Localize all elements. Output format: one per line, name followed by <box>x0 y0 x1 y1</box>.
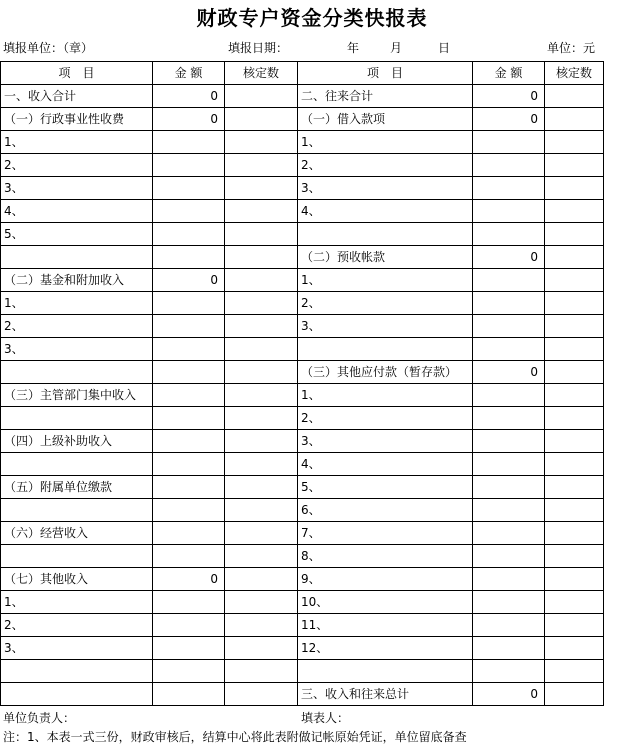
cell-amount-right[interactable]: 0 <box>473 246 545 269</box>
cell-amount-left[interactable] <box>153 154 225 177</box>
table-row <box>1 85 604 108</box>
table-row <box>1 384 604 407</box>
cell-checked-left[interactable] <box>225 453 298 476</box>
cell-item-right[interactable]: 3、 <box>298 430 473 453</box>
cell-amount-right[interactable] <box>473 522 545 545</box>
cell-amount-right[interactable] <box>473 384 545 407</box>
cell-checked-left[interactable] <box>225 177 298 200</box>
cell-amount-right[interactable] <box>473 200 545 223</box>
cell-checked-right[interactable] <box>545 154 604 177</box>
cell-item-left[interactable]: 一、收入合计 <box>1 85 153 108</box>
cell-item-right[interactable]: 三、收入和往来总计 <box>298 683 473 706</box>
table-row <box>1 591 604 614</box>
cell-checked-left[interactable] <box>225 683 298 706</box>
cell-item-left[interactable] <box>1 453 153 476</box>
cell-item-left[interactable]: （五）附属单位缴款 <box>1 476 153 499</box>
header-amount-right: 金 额 <box>473 62 545 85</box>
header-amount-left: 金 额 <box>153 62 225 85</box>
cell-amount-left[interactable]: 0 <box>153 85 225 108</box>
cell-amount-left[interactable] <box>153 223 225 246</box>
cell-checked-right[interactable] <box>545 269 604 292</box>
cell-amount-left[interactable]: 0 <box>153 108 225 131</box>
cell-amount-left[interactable] <box>153 683 225 706</box>
currency-unit: 单位：元 <box>547 41 596 55</box>
cell-amount-left[interactable] <box>153 338 225 361</box>
date-day: 日 <box>438 41 451 55</box>
cell-item-left[interactable] <box>1 545 153 568</box>
cell-checked-right[interactable] <box>545 384 604 407</box>
cell-amount-right[interactable] <box>473 315 545 338</box>
table-row <box>1 223 604 246</box>
cell-checked-left[interactable] <box>225 292 298 315</box>
cell-checked-right[interactable] <box>545 614 604 637</box>
cell-checked-left[interactable] <box>225 85 298 108</box>
cell-amount-right[interactable] <box>473 269 545 292</box>
cell-item-right[interactable]: 二、往来合计 <box>298 85 473 108</box>
cell-checked-right[interactable] <box>545 637 604 660</box>
cell-checked-right[interactable] <box>545 430 604 453</box>
cell-checked-right[interactable] <box>545 453 604 476</box>
cell-item-right[interactable]: 3、 <box>298 315 473 338</box>
cell-amount-left[interactable] <box>153 430 225 453</box>
cell-item-right[interactable] <box>298 223 473 246</box>
cell-item-right[interactable]: 1、 <box>298 131 473 154</box>
cell-checked-right[interactable] <box>545 522 604 545</box>
cell-checked-left[interactable] <box>225 430 298 453</box>
cell-item-left[interactable] <box>1 499 153 522</box>
cell-checked-left[interactable] <box>225 200 298 223</box>
cell-amount-left[interactable] <box>153 499 225 522</box>
cell-item-right[interactable]: （三）其他应付款（暂存款） <box>298 361 473 384</box>
cell-item-right[interactable]: 2、 <box>298 154 473 177</box>
cell-checked-right[interactable] <box>545 338 604 361</box>
cell-item-left[interactable]: （四）上级补助收入 <box>1 430 153 453</box>
cell-checked-right[interactable] <box>545 108 604 131</box>
cell-checked-right[interactable] <box>545 223 604 246</box>
table-row <box>1 154 604 177</box>
cell-checked-left[interactable] <box>225 108 298 131</box>
cell-checked-left[interactable] <box>225 338 298 361</box>
cell-amount-right[interactable] <box>473 177 545 200</box>
cell-item-left[interactable] <box>1 361 153 384</box>
cell-amount-right[interactable]: 0 <box>473 85 545 108</box>
cell-item-left[interactable]: （七）其他收入 <box>1 568 153 591</box>
cell-item-left[interactable]: 3、 <box>1 637 153 660</box>
cell-checked-right[interactable] <box>545 246 604 269</box>
table-row <box>1 614 604 637</box>
cell-amount-left[interactable] <box>153 545 225 568</box>
cell-item-left[interactable]: 4、 <box>1 200 153 223</box>
cell-item-left[interactable]: 3、 <box>1 177 153 200</box>
cell-checked-left[interactable] <box>225 499 298 522</box>
cell-amount-left[interactable] <box>153 384 225 407</box>
cell-amount-right[interactable] <box>473 499 545 522</box>
cell-checked-right[interactable] <box>545 660 604 683</box>
cell-checked-right[interactable] <box>545 683 604 706</box>
cell-checked-right[interactable] <box>545 476 604 499</box>
cell-amount-right[interactable] <box>473 430 545 453</box>
form-title: 财政专户资金分类快报表 <box>196 6 428 30</box>
cell-amount-right[interactable] <box>473 154 545 177</box>
cell-item-right[interactable]: 5、 <box>298 476 473 499</box>
cell-item-left[interactable]: 3、 <box>1 338 153 361</box>
cell-item-left[interactable] <box>1 660 153 683</box>
cell-amount-right[interactable]: 0 <box>473 683 545 706</box>
cell-checked-left[interactable] <box>225 269 298 292</box>
cell-item-left[interactable]: （一）行政事业性收费 <box>1 108 153 131</box>
cell-item-right[interactable]: 12、 <box>298 637 473 660</box>
cell-item-right[interactable]: 10、 <box>298 591 473 614</box>
cell-amount-left[interactable] <box>153 315 225 338</box>
header-item-right: 项 目 <box>298 62 473 85</box>
cell-amount-left[interactable] <box>153 476 225 499</box>
cell-amount-left[interactable] <box>153 591 225 614</box>
cell-item-left[interactable]: （六）经营收入 <box>1 522 153 545</box>
cell-checked-left[interactable] <box>225 614 298 637</box>
cell-checked-right[interactable] <box>545 85 604 108</box>
cell-checked-right[interactable] <box>545 568 604 591</box>
cell-amount-right[interactable] <box>473 614 545 637</box>
table-row <box>1 315 604 338</box>
cell-amount-right[interactable]: 0 <box>473 361 545 384</box>
cell-item-left[interactable]: 2、 <box>1 614 153 637</box>
cell-item-right[interactable] <box>298 660 473 683</box>
cell-amount-left[interactable] <box>153 522 225 545</box>
table-row <box>1 660 604 683</box>
cell-checked-right[interactable] <box>545 591 604 614</box>
cell-checked-left[interactable] <box>225 246 298 269</box>
table-row <box>1 476 604 499</box>
cell-amount-right[interactable] <box>473 637 545 660</box>
cell-item-right[interactable]: 4、 <box>298 200 473 223</box>
cell-amount-left[interactable] <box>153 660 225 683</box>
cell-amount-left[interactable] <box>153 453 225 476</box>
cell-amount-right[interactable] <box>473 407 545 430</box>
cell-checked-left[interactable] <box>225 545 298 568</box>
cell-item-right[interactable]: 1、 <box>298 384 473 407</box>
cell-amount-right[interactable] <box>473 476 545 499</box>
cell-checked-right[interactable] <box>545 292 604 315</box>
table-row <box>1 269 604 292</box>
table-row <box>1 683 604 706</box>
form-note: 注：1、本表一式三份，财政审核后，结算中心将此表附做记帐原始凭证，单位留底备查 <box>3 730 467 744</box>
cell-item-left[interactable]: 1、 <box>1 131 153 154</box>
table-row <box>1 108 604 131</box>
table-row <box>1 545 604 568</box>
cell-amount-left[interactable] <box>153 200 225 223</box>
cell-checked-left[interactable] <box>225 660 298 683</box>
cell-checked-left[interactable] <box>225 384 298 407</box>
cell-checked-left[interactable] <box>225 223 298 246</box>
cell-checked-right[interactable] <box>545 407 604 430</box>
cell-amount-left[interactable] <box>153 407 225 430</box>
cell-item-left[interactable]: 1、 <box>1 591 153 614</box>
cell-item-right[interactable]: 7、 <box>298 522 473 545</box>
cell-checked-left[interactable] <box>225 315 298 338</box>
cell-checked-right[interactable] <box>545 200 604 223</box>
table-row <box>1 338 604 361</box>
cell-item-left[interactable] <box>1 246 153 269</box>
cell-item-right[interactable] <box>298 338 473 361</box>
table-row <box>1 246 604 269</box>
cell-item-right[interactable]: 8、 <box>298 545 473 568</box>
table-row <box>1 200 604 223</box>
cell-item-left[interactable]: 5、 <box>1 223 153 246</box>
date-label: 填报日期： <box>228 41 289 55</box>
cell-item-right[interactable]: 3、 <box>298 177 473 200</box>
cell-amount-right[interactable] <box>473 338 545 361</box>
cell-checked-left[interactable] <box>225 154 298 177</box>
cell-checked-right[interactable] <box>545 361 604 384</box>
table-row <box>1 292 604 315</box>
cell-amount-right[interactable] <box>473 453 545 476</box>
date-year: 年 <box>347 41 360 55</box>
cell-checked-left[interactable] <box>225 131 298 154</box>
header-checked-left: 核定数 <box>225 62 298 85</box>
cell-amount-right[interactable]: 0 <box>473 108 545 131</box>
table-row <box>1 407 604 430</box>
header-row <box>1 62 604 85</box>
header-checked-right: 核定数 <box>545 62 604 85</box>
cell-amount-right[interactable] <box>473 545 545 568</box>
cell-checked-left[interactable] <box>225 591 298 614</box>
cell-item-right[interactable]: （一）借入款项 <box>298 108 473 131</box>
table-row <box>1 131 604 154</box>
cell-item-left[interactable] <box>1 407 153 430</box>
cell-amount-left[interactable]: 0 <box>153 269 225 292</box>
cell-amount-right[interactable] <box>473 591 545 614</box>
cell-item-right[interactable]: 2、 <box>298 407 473 430</box>
filler-label: 填表人： <box>301 711 350 725</box>
cell-checked-left[interactable] <box>225 476 298 499</box>
cell-item-right[interactable]: 1、 <box>298 269 473 292</box>
cell-checked-right[interactable] <box>545 131 604 154</box>
table-row <box>1 499 604 522</box>
cell-item-left[interactable]: 2、 <box>1 315 153 338</box>
cell-checked-left[interactable] <box>225 407 298 430</box>
unit-label: 填报单位：（章） <box>3 41 94 55</box>
cell-amount-right[interactable] <box>473 131 545 154</box>
cell-item-right[interactable]: 9、 <box>298 568 473 591</box>
cell-amount-left[interactable] <box>153 292 225 315</box>
cell-amount-right[interactable] <box>473 292 545 315</box>
cell-item-left[interactable]: 2、 <box>1 154 153 177</box>
cell-item-left[interactable]: （三）主管部门集中收入 <box>1 384 153 407</box>
cell-checked-right[interactable] <box>545 315 604 338</box>
cell-amount-left[interactable]: 0 <box>153 568 225 591</box>
cell-checked-right[interactable] <box>545 499 604 522</box>
cell-item-right[interactable]: 11、 <box>298 614 473 637</box>
table-row <box>1 361 604 384</box>
cell-item-right[interactable]: 4、 <box>298 453 473 476</box>
cell-amount-right[interactable] <box>473 660 545 683</box>
cell-checked-right[interactable] <box>545 177 604 200</box>
header-item-left: 项 目 <box>1 62 153 85</box>
cell-amount-left[interactable] <box>153 637 225 660</box>
cell-amount-right[interactable] <box>473 568 545 591</box>
date-month: 月 <box>390 41 403 55</box>
cell-amount-left[interactable] <box>153 361 225 384</box>
table-row <box>1 522 604 545</box>
table-row <box>1 430 604 453</box>
cell-checked-right[interactable] <box>545 545 604 568</box>
cell-amount-left[interactable] <box>153 614 225 637</box>
table-row <box>1 177 604 200</box>
cell-checked-left[interactable] <box>225 522 298 545</box>
cell-amount-right[interactable] <box>473 223 545 246</box>
table-row <box>1 453 604 476</box>
cell-amount-left[interactable] <box>153 177 225 200</box>
cell-item-right[interactable]: 2、 <box>298 292 473 315</box>
cell-amount-left[interactable] <box>153 131 225 154</box>
cell-checked-left[interactable] <box>225 637 298 660</box>
cell-checked-left[interactable] <box>225 361 298 384</box>
cell-item-right[interactable]: （二）预收帐款 <box>298 246 473 269</box>
cell-item-left[interactable]: 1、 <box>1 292 153 315</box>
cell-amount-left[interactable] <box>153 246 225 269</box>
table-row <box>1 568 604 591</box>
cell-item-left[interactable] <box>1 683 153 706</box>
report-table <box>0 61 604 706</box>
table-row <box>1 637 604 660</box>
responsible-label: 单位负责人： <box>3 711 76 725</box>
cell-item-left[interactable]: （二）基金和附加收入 <box>1 269 153 292</box>
cell-item-right[interactable]: 6、 <box>298 499 473 522</box>
cell-checked-left[interactable] <box>225 568 298 591</box>
